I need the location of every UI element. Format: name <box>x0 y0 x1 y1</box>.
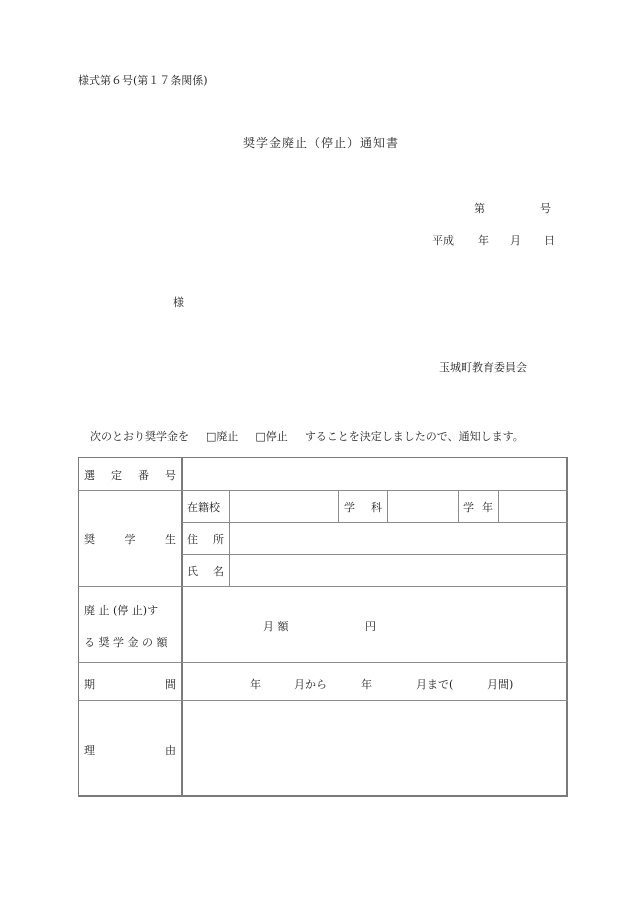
reason-field[interactable] <box>183 701 566 795</box>
scholar-label <box>84 531 176 547</box>
name-field[interactable] <box>230 555 566 586</box>
notice-sentence-end: することを決定しましたので、通知します。 <box>304 430 524 443</box>
document-title: 奨学金廃止（停止）通知書 <box>243 136 400 150</box>
period-label <box>84 676 176 692</box>
period-from-year: 年 <box>250 678 261 691</box>
label-char: 生 <box>165 533 176 546</box>
label-char: 年 <box>482 501 493 514</box>
label-char: 学 <box>124 533 136 546</box>
selection-number-label <box>84 467 176 483</box>
row-divider <box>78 586 568 587</box>
period-months: 月間) <box>487 678 514 691</box>
table-border-left <box>78 457 79 796</box>
label-char: 学 <box>463 501 474 514</box>
label-char: 名 <box>213 565 224 578</box>
monthly-amount-field[interactable] <box>300 610 362 632</box>
department-field[interactable] <box>388 491 458 522</box>
document-number-suffix: 号 <box>540 202 551 215</box>
recipient-honorific: 様 <box>173 296 184 309</box>
school-field[interactable] <box>230 491 338 522</box>
address-field[interactable] <box>230 523 566 554</box>
monthly-amount-label: 月 額 <box>263 620 289 633</box>
label-char: 理 <box>84 744 95 757</box>
label-char: 科 <box>371 501 382 514</box>
label-char: 奨 <box>84 533 95 546</box>
label-char: 由 <box>165 744 176 757</box>
date-era: 平成 <box>432 234 454 247</box>
reason-label <box>84 742 176 758</box>
label-char: 選 <box>84 469 95 482</box>
amount-label-line1: 廃 止 (停 止)す <box>84 604 159 617</box>
option-suspend-checkbox[interactable]: □停止 <box>255 430 288 443</box>
label-char: 期 <box>84 678 95 691</box>
period-to-month: 月まで( <box>416 678 454 691</box>
label-char: 間 <box>165 678 176 691</box>
yen-unit: 円 <box>365 620 376 633</box>
address-label <box>187 531 224 547</box>
table-border-bottom <box>78 795 568 797</box>
table-border-right <box>566 457 568 796</box>
label-char: 号 <box>165 469 176 482</box>
document-number-prefix: 第 <box>474 202 485 215</box>
selection-number-field[interactable] <box>183 458 566 490</box>
label-char: 氏 <box>187 565 198 578</box>
issuer-name: 玉城町教育委員会 <box>439 361 527 374</box>
department-label <box>344 499 382 515</box>
school-label: 在籍校 <box>187 501 220 514</box>
cell-divider <box>338 490 339 522</box>
cell-divider <box>458 490 459 522</box>
name-label <box>187 563 224 579</box>
grade-field[interactable] <box>499 491 566 522</box>
period-to-year: 年 <box>361 678 372 691</box>
period-from-month: 月から <box>294 678 327 691</box>
notice-sentence-start: 次のとおり奨学金を <box>90 430 189 443</box>
option-abolish-checkbox[interactable]: □廃止 <box>206 430 239 443</box>
row-divider <box>78 662 568 663</box>
label-char: 定 <box>111 469 122 482</box>
label-char: 番 <box>138 469 149 482</box>
amount-label-line2: る 奨 学 金 の 額 <box>84 636 168 649</box>
date-day-label: 日 <box>544 234 555 247</box>
date-year-label: 年 <box>478 234 489 247</box>
date-month-label: 月 <box>510 234 521 247</box>
label-char: 所 <box>213 533 224 546</box>
label-char: 住 <box>187 533 198 546</box>
form-number: 様式第６号(第１７条関係) <box>78 74 208 87</box>
grade-label <box>463 499 493 515</box>
label-char: 学 <box>344 501 355 514</box>
